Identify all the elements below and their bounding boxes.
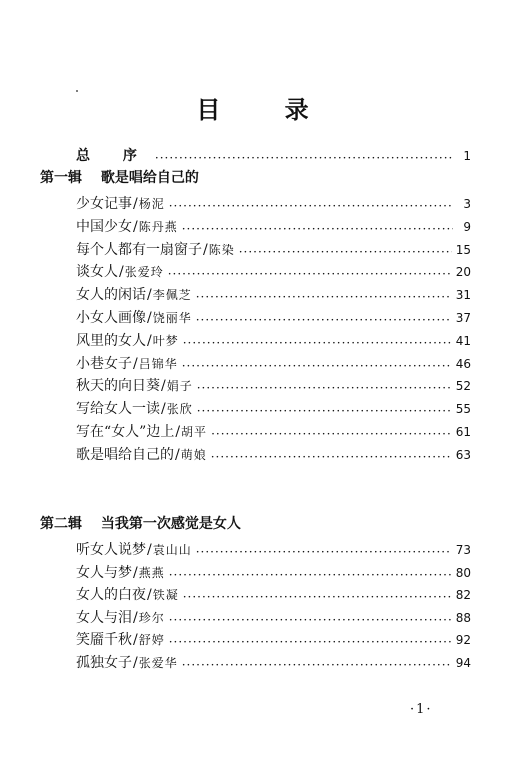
dot-leader — [155, 148, 453, 166]
section-title: 当我第一次感觉是女人 — [100, 516, 241, 532]
toc-entry-page: 61 — [455, 425, 471, 439]
toc-entry[interactable] — [76, 217, 471, 237]
toc-entry-title: 女人与泪 — [76, 609, 132, 626]
toc-entry-page: 73 — [455, 543, 471, 557]
toc-entry-label — [76, 217, 178, 237]
title-author-separator: / — [133, 218, 138, 235]
toc-entry-label — [76, 653, 178, 673]
dot-leader — [196, 542, 452, 560]
dot-leader — [169, 632, 452, 650]
toc-entry-page: 63 — [455, 447, 471, 462]
dot-leader — [182, 219, 453, 237]
section-title: 歌是唱给自己的 — [100, 170, 199, 186]
page-title: 目 录 — [196, 96, 337, 124]
toc-entry-page: 55 — [455, 402, 471, 417]
dot-leader — [182, 356, 452, 374]
toc-entry-label — [76, 354, 178, 374]
section-heading — [40, 168, 199, 188]
dot-leader — [211, 447, 452, 465]
toc-entry-page: 31 — [455, 288, 471, 303]
toc-entry-page: 94 — [455, 655, 471, 670]
toc-entry-page: 92 — [455, 633, 471, 647]
toc-entry-author: 萌娘 — [180, 447, 207, 462]
title-author-separator: / — [133, 654, 138, 671]
toc-entry-label — [76, 285, 192, 305]
toc-entry-title: 女人的闲话 — [76, 287, 146, 304]
toc-entry-label — [76, 331, 179, 351]
toc-entry[interactable] — [76, 285, 471, 305]
toc-entry[interactable] — [76, 445, 471, 465]
toc-entry-author: 舒婷 — [138, 633, 165, 647]
toc-entry-page: 15 — [455, 242, 471, 257]
dot-leader — [197, 378, 452, 396]
toc-entry-label — [76, 399, 193, 419]
toc-entry-title: 每个人都有一扇窗子 — [76, 241, 202, 258]
toc-entry[interactable] — [76, 540, 471, 560]
toc-entry-title: 写给女人一读 — [76, 401, 160, 418]
dot-leader — [196, 287, 452, 305]
toc-entry-label — [76, 630, 165, 650]
toc-entry-title: 小女人画像 — [76, 310, 146, 326]
dot-leader — [197, 401, 452, 419]
toc-entry-page: 3 — [463, 197, 471, 211]
toc-entry-title: 写在“女人”边上 — [76, 424, 175, 440]
toc-entry-title: 秋天的向日葵 — [76, 378, 160, 395]
toc-entry-title: 总 序 — [76, 148, 151, 164]
dot-leader — [169, 565, 452, 583]
toc-entry-title: 小巷女子 — [76, 355, 132, 372]
dot-leader — [169, 196, 453, 214]
toc-entry-page: 88 — [455, 610, 471, 625]
toc-entry[interactable] — [76, 608, 471, 628]
toc-entry-title: 谈女人 — [76, 264, 118, 281]
toc-entry-author: 杨泥 — [138, 197, 165, 211]
toc-entry-title: 风里的女人 — [76, 332, 146, 349]
title-author-separator: / — [161, 378, 166, 395]
section-heading — [40, 514, 241, 534]
toc-entry-author: 陈丹燕 — [138, 219, 178, 234]
toc-entry-label — [76, 422, 207, 442]
dot-leader — [169, 610, 452, 628]
dot-leader — [183, 333, 452, 351]
toc-entry-author: 张爱玲 — [124, 265, 164, 280]
toc-entry-author: 张欣 — [166, 402, 193, 417]
title-author-separator: / — [147, 332, 152, 349]
toc-entry[interactable] — [76, 354, 471, 374]
toc-entry[interactable] — [76, 399, 471, 419]
toc-entry-author: 娟子 — [166, 379, 193, 394]
toc-entry[interactable] — [76, 262, 471, 282]
section-number: 第二辑 — [40, 516, 82, 532]
title-author-separator: / — [161, 401, 166, 418]
dot-leader — [168, 264, 452, 282]
title-author-separator: / — [119, 264, 124, 281]
toc-entry-author: 陈染 — [208, 242, 235, 257]
title-author-separator: / — [147, 310, 152, 326]
toc-entry-label — [76, 608, 165, 628]
toc-entry-title: 中国少女 — [76, 218, 132, 235]
dot-leader — [183, 587, 452, 605]
toc-entry[interactable] — [76, 308, 471, 328]
title-author-separator: / — [133, 609, 138, 626]
toc-entry-preface[interactable] — [76, 146, 471, 166]
toc-entry-label — [76, 376, 193, 396]
toc-entry-title: 听女人说梦 — [76, 542, 146, 558]
toc-entry-page: 37 — [455, 311, 471, 325]
toc-entry-author: 袁山山 — [152, 543, 192, 557]
toc-entry-page: 9 — [463, 219, 471, 234]
page-number: ·1· — [410, 702, 433, 717]
toc-entry-page: 52 — [455, 379, 471, 394]
toc-entry-author: 李佩芝 — [152, 288, 192, 303]
toc-entry-author: 吕锦华 — [138, 356, 178, 371]
dot-leader — [182, 655, 452, 673]
toc-entry-page: 46 — [455, 356, 471, 371]
toc-entry[interactable] — [76, 331, 471, 351]
toc-entry-label — [76, 308, 192, 328]
title-author-separator: / — [133, 355, 138, 372]
title-author-separator: / — [175, 446, 180, 463]
toc-entry-label — [76, 194, 165, 214]
toc-entry[interactable] — [76, 194, 471, 214]
toc-entry-label — [76, 540, 192, 560]
toc-entry-title: 女人的白夜 — [76, 587, 146, 603]
title-author-separator: / — [133, 196, 138, 212]
dot-leader — [211, 424, 452, 442]
toc-entry-page: 82 — [455, 588, 471, 602]
toc-entry-page: 80 — [455, 565, 471, 580]
toc-entry-label — [76, 262, 164, 282]
toc-entry[interactable] — [76, 585, 471, 605]
toc-entry[interactable] — [76, 653, 471, 673]
section-number: 第一辑 — [40, 170, 82, 186]
toc-entry-page: 1 — [463, 149, 471, 163]
dot-leader — [196, 310, 452, 328]
toc-entry-author: 饶丽华 — [152, 311, 192, 325]
toc-entry-author: 燕燕 — [138, 565, 165, 580]
toc-entry[interactable] — [76, 240, 471, 260]
toc-entry-title: 少女记事 — [76, 196, 132, 212]
toc-entry-author: 珍尔 — [138, 610, 165, 625]
toc-entry[interactable] — [76, 376, 471, 396]
toc-entry-title: 女人与梦 — [76, 564, 132, 581]
toc-entry-author: 铁凝 — [152, 588, 179, 602]
toc-entry-page: 41 — [455, 333, 471, 348]
title-author-separator: / — [147, 542, 152, 558]
toc-entry[interactable] — [76, 563, 471, 583]
toc-entry-author: 叶梦 — [152, 333, 179, 348]
dot-leader — [239, 242, 452, 260]
toc-entry[interactable] — [76, 630, 471, 650]
title-author-separator: / — [133, 632, 138, 648]
toc-entry-label — [76, 585, 179, 605]
title-author-separator: / — [175, 424, 181, 440]
toc-entry-author: 张爱华 — [138, 655, 178, 670]
toc-entry-label — [76, 563, 165, 583]
toc-entry-title: 孤独女子 — [76, 654, 132, 671]
toc-entry-label — [76, 240, 235, 260]
title-author-separator: / — [203, 241, 208, 258]
toc-entry[interactable] — [76, 422, 471, 442]
toc-entry-author: 胡平 — [181, 425, 208, 439]
toc-entry-label — [76, 445, 207, 465]
toc-entry-page: 20 — [455, 265, 471, 280]
toc-entry-title: 歌是唱给自己的 — [76, 446, 174, 463]
title-author-separator: / — [147, 587, 152, 603]
toc-entry-title: 笑靥千秋 — [76, 632, 132, 648]
title-author-separator: / — [133, 564, 138, 581]
title-author-separator: / — [147, 287, 152, 304]
